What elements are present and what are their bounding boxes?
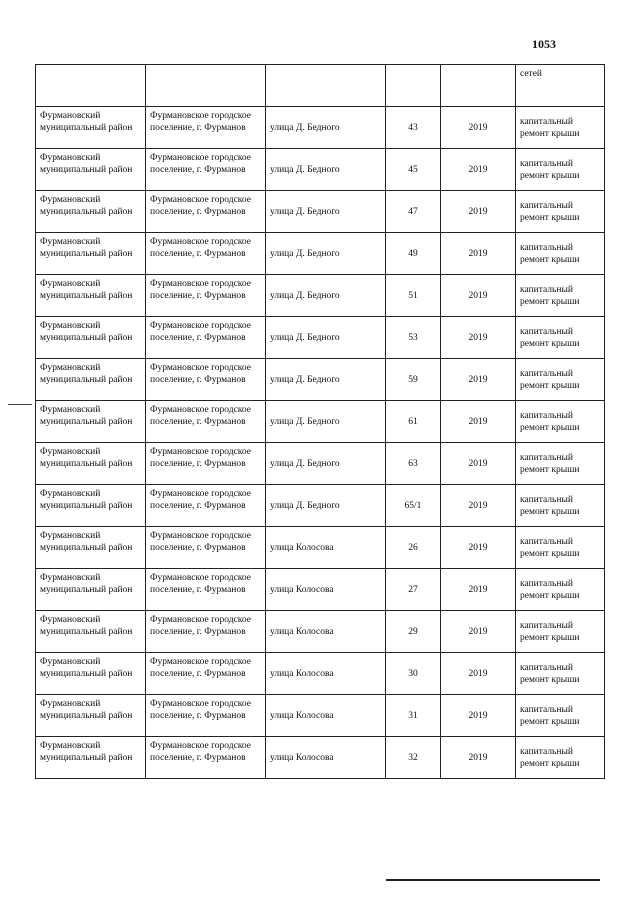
year-cell: 2019	[441, 275, 516, 317]
table-row	[36, 485, 605, 527]
year-cell: 2019	[441, 695, 516, 737]
house-number-cell: 53	[386, 317, 441, 359]
work-type-cell: капитальный ремонт крыши	[516, 317, 605, 359]
street-cell: улица Колосова	[266, 653, 386, 695]
street-cell: улица Д. Бедного	[266, 149, 386, 191]
street-cell: улица Д. Бедного	[266, 359, 386, 401]
district-cell: Фурмановский муниципальный район	[36, 149, 146, 191]
settlement-cell: Фурмановское городское поселение, г. Фурманов	[146, 107, 266, 149]
work-type-cell: капитальный ремонт крыши	[516, 149, 605, 191]
table-row	[36, 653, 605, 695]
year-cell: 2019	[441, 611, 516, 653]
year-cell: 2019	[441, 233, 516, 275]
table-row	[36, 569, 605, 611]
house-number-cell: 63	[386, 443, 441, 485]
settlement-cell: Фурмановское городское поселение, г. Фурманов	[146, 569, 266, 611]
year-cell: 2019	[441, 443, 516, 485]
settlement-cell: Фурмановское городское поселение, г. Фурманов	[146, 149, 266, 191]
repair-registry-table	[35, 64, 605, 779]
district-cell: Фурмановский муниципальный район	[36, 653, 146, 695]
year-cell	[441, 65, 516, 107]
street-cell: улица Колосова	[266, 569, 386, 611]
house-number-cell: 49	[386, 233, 441, 275]
district-cell: Фурмановский муниципальный район	[36, 443, 146, 485]
work-type-cell: капитальный ремонт крыши	[516, 233, 605, 275]
settlement-cell: Фурмановское городское поселение, г. Фурманов	[146, 401, 266, 443]
year-cell: 2019	[441, 401, 516, 443]
year-cell: 2019	[441, 485, 516, 527]
house-number-cell: 30	[386, 653, 441, 695]
settlement-cell: Фурмановское городское поселение, г. Фурманов	[146, 275, 266, 317]
settlement-cell: Фурмановское городское поселение, г. Фурманов	[146, 485, 266, 527]
bottom-rule	[386, 879, 600, 881]
table-body	[36, 65, 605, 779]
year-cell: 2019	[441, 569, 516, 611]
house-number-cell: 65/1	[386, 485, 441, 527]
work-type-cell: капитальный ремонт крыши	[516, 611, 605, 653]
street-cell: улица Д. Бедного	[266, 443, 386, 485]
street-cell: улица Колосова	[266, 737, 386, 779]
district-cell: Фурмановский муниципальный район	[36, 233, 146, 275]
work-type-cell: капитальный ремонт крыши	[516, 443, 605, 485]
table-row	[36, 611, 605, 653]
street-cell: улица Колосова	[266, 695, 386, 737]
street-cell: улица Д. Бедного	[266, 401, 386, 443]
year-cell: 2019	[441, 653, 516, 695]
work-type-cell: капитальный ремонт крыши	[516, 275, 605, 317]
year-cell: 2019	[441, 107, 516, 149]
year-cell: 2019	[441, 737, 516, 779]
work-type-cell: капитальный ремонт крыши	[516, 527, 605, 569]
settlement-cell	[146, 65, 266, 107]
work-type-cell: капитальный ремонт крыши	[516, 569, 605, 611]
street-cell: улица Д. Бедного	[266, 233, 386, 275]
work-type-cell: капитальный ремонт крыши	[516, 485, 605, 527]
district-cell: Фурмановский муниципальный район	[36, 737, 146, 779]
year-cell: 2019	[441, 359, 516, 401]
settlement-cell: Фурмановское городское поселение, г. Фурманов	[146, 737, 266, 779]
district-cell: Фурмановский муниципальный район	[36, 401, 146, 443]
district-cell: Фурмановский муниципальный район	[36, 191, 146, 233]
work-type-cell: капитальный ремонт крыши	[516, 737, 605, 779]
work-type-cell: капитальный ремонт крыши	[516, 401, 605, 443]
settlement-cell: Фурмановское городское поселение, г. Фурманов	[146, 527, 266, 569]
table-row	[36, 107, 605, 149]
district-cell: Фурмановский муниципальный район	[36, 107, 146, 149]
year-cell: 2019	[441, 317, 516, 359]
margin-mark	[8, 404, 32, 405]
street-cell: улица Колосова	[266, 611, 386, 653]
district-cell: Фурмановский муниципальный район	[36, 569, 146, 611]
table-row	[36, 317, 605, 359]
settlement-cell: Фурмановское городское поселение, г. Фурманов	[146, 233, 266, 275]
settlement-cell: Фурмановское городское поселение, г. Фурманов	[146, 359, 266, 401]
district-cell	[36, 65, 146, 107]
settlement-cell: Фурмановское городское поселение, г. Фурманов	[146, 653, 266, 695]
district-cell: Фурмановский муниципальный район	[36, 485, 146, 527]
house-number-cell: 32	[386, 737, 441, 779]
table-row	[36, 527, 605, 569]
settlement-cell: Фурмановское городское поселение, г. Фурманов	[146, 443, 266, 485]
street-cell	[266, 65, 386, 107]
house-number-cell: 61	[386, 401, 441, 443]
house-number-cell: 43	[386, 107, 441, 149]
table-row	[36, 275, 605, 317]
house-number-cell: 27	[386, 569, 441, 611]
district-cell: Фурмановский муниципальный район	[36, 527, 146, 569]
street-cell: улица Д. Бедного	[266, 107, 386, 149]
work-type-cell: капитальный ремонт крыши	[516, 107, 605, 149]
house-number-cell: 47	[386, 191, 441, 233]
street-cell: улица Д. Бедного	[266, 485, 386, 527]
district-cell: Фурмановский муниципальный район	[36, 611, 146, 653]
table-row	[36, 233, 605, 275]
settlement-cell: Фурмановское городское поселение, г. Фурманов	[146, 611, 266, 653]
year-cell: 2019	[441, 527, 516, 569]
table-row	[36, 737, 605, 779]
house-number-cell: 45	[386, 149, 441, 191]
continuation-row	[36, 65, 605, 107]
work-type-cell: капитальный ремонт крыши	[516, 191, 605, 233]
table-row	[36, 359, 605, 401]
district-cell: Фурмановский муниципальный район	[36, 317, 146, 359]
house-number-cell: 31	[386, 695, 441, 737]
district-cell: Фурмановский муниципальный район	[36, 275, 146, 317]
page-number: 1053	[532, 37, 556, 51]
street-cell: улица Д. Бедного	[266, 191, 386, 233]
house-number-cell: 59	[386, 359, 441, 401]
house-cell	[386, 65, 441, 107]
table-row	[36, 695, 605, 737]
year-cell: 2019	[441, 149, 516, 191]
table-row	[36, 191, 605, 233]
street-cell: улица Д. Бедного	[266, 317, 386, 359]
house-number-cell: 51	[386, 275, 441, 317]
street-cell: улица Колосова	[266, 527, 386, 569]
work-type-cell: капитальный ремонт крыши	[516, 653, 605, 695]
settlement-cell: Фурмановское городское поселение, г. Фурманов	[146, 695, 266, 737]
table-row	[36, 401, 605, 443]
house-number-cell: 29	[386, 611, 441, 653]
work-type-cell: капитальный ремонт крыши	[516, 695, 605, 737]
settlement-cell: Фурмановское городское поселение, г. Фурманов	[146, 317, 266, 359]
year-cell: 2019	[441, 191, 516, 233]
table-row	[36, 443, 605, 485]
table-row	[36, 149, 605, 191]
work-type-cell: капитальный ремонт крыши	[516, 359, 605, 401]
street-cell: улица Д. Бедного	[266, 275, 386, 317]
settlement-cell: Фурмановское городское поселение, г. Фурманов	[146, 191, 266, 233]
district-cell: Фурмановский муниципальный район	[36, 695, 146, 737]
work-cell: сетей	[516, 65, 605, 107]
district-cell: Фурмановский муниципальный район	[36, 359, 146, 401]
house-number-cell: 26	[386, 527, 441, 569]
